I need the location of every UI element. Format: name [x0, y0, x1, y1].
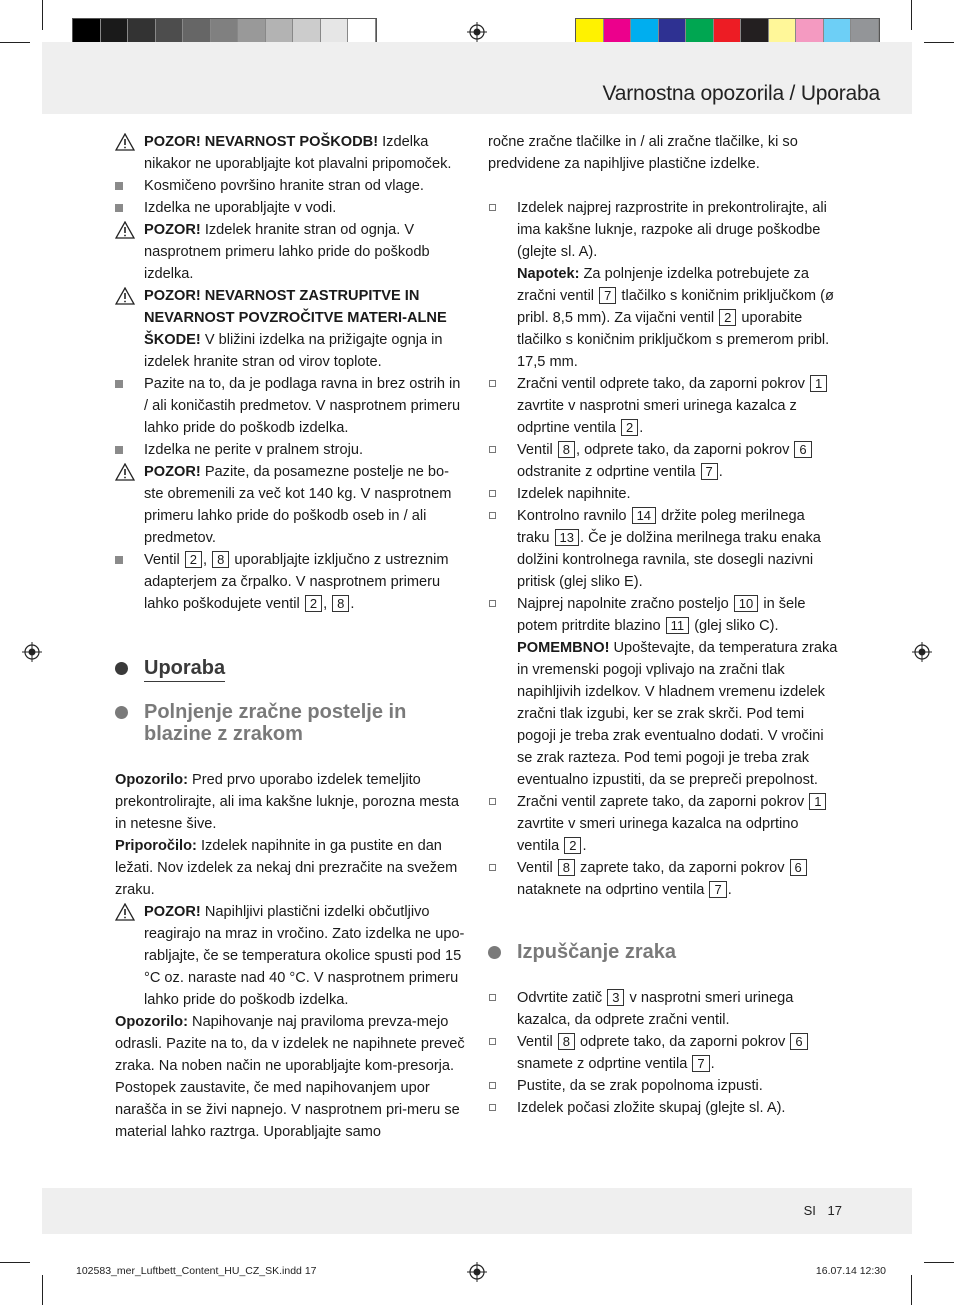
step-text: .: [639, 420, 644, 436]
step-text: uporabite tlačilko s koničnim priključkom s premerom pribl. 17,5 mm.: [517, 310, 830, 370]
step-text: zavrtite v smeri urinega kazalca na odprtino ventila: [517, 816, 799, 854]
step-checkbox-icon: [489, 446, 496, 453]
heading-text: Izpuščanje zraka: [517, 941, 676, 963]
registration-mark-icon: [22, 642, 42, 662]
warning-triangle-icon: [115, 287, 135, 305]
step-text: in šele potem pritrdite blazino: [517, 596, 806, 634]
step-checkbox-icon: [489, 864, 496, 871]
warning-triangle-icon: [115, 221, 135, 239]
crop-mark: [911, 0, 912, 30]
warning-item: [115, 461, 467, 549]
left-column: [115, 131, 467, 1143]
bullet-square-icon: [115, 446, 123, 454]
warning-label: POZOR!: [144, 464, 201, 480]
heading-text: Polnjenje zračne postelje in blazine z zrakom: [144, 701, 407, 745]
step-checkbox-icon: [489, 994, 496, 1001]
part-number-box: 8: [212, 551, 229, 568]
bullet-item: [115, 439, 467, 461]
step-text: nataknete na odprtino ventila: [517, 882, 709, 898]
step-checkbox-icon: [489, 1038, 496, 1045]
step-text: Pustite, da se zrak popolnoma izpusti.: [517, 1078, 763, 1094]
warning-text: Izdelka nikakor ne uporabljajte kot plavalni pripomoček.: [144, 134, 452, 172]
note-label: Napotek:: [517, 266, 580, 282]
part-number-box: 14: [632, 507, 656, 524]
step-text: Zračni ventil odprete tako, da zaporni pokrov: [517, 376, 810, 392]
crop-mark: [924, 1262, 954, 1263]
step-text: snamete z odprtine ventila: [517, 1056, 692, 1072]
warning-label: POZOR! NEVARNOST POŠKODB!: [144, 134, 379, 150]
step-item: [488, 483, 840, 505]
part-number-box: 2: [185, 551, 202, 568]
step-checkbox-icon: [489, 1104, 496, 1111]
paragraph-text: Izdelek napihnite in ga pustite en dan ležati. Nov izdelek za nekaj dni prezračite na svežem zraku.: [115, 838, 458, 898]
footer-band: [42, 1188, 912, 1234]
paragraph-text: Napihovanje naj praviloma prevza-mejo odrasli. Pazite na to, da v izdelek ne napihnete preveč zraka. Na noben način ne uporabljajte kom-presorja. Postopek zaustavite, če med napihovanjem upor narašča in se živi napnejo. V nasprotnem pri-meru se material lahko raztrga. Uporabljajte samo: [115, 1014, 465, 1140]
step-text: Zračni ventil zaprete tako, da zaporni pokrov: [517, 794, 809, 810]
step-text: . Če je dolžina merilnega traku enaka dolžini kontrolnega ravnila, ste dosegli nazivni pritisk (glej sliko E).: [517, 530, 821, 590]
step-text: Ventil: [517, 860, 557, 876]
bullet-text: Izdelka ne uporabljajte v vodi.: [144, 200, 337, 216]
bullet-square-icon: [115, 182, 123, 190]
bullet-text: ,: [323, 596, 332, 612]
part-number-box: 6: [790, 1033, 807, 1050]
step-item: [488, 791, 840, 857]
step-item: [488, 505, 840, 593]
step-item: [488, 987, 840, 1031]
registration-mark-icon: [467, 22, 487, 42]
step-item: [488, 1031, 840, 1075]
step-text: v nasprotni smeri urinega kazalca, da odprete zračni ventil.: [517, 990, 794, 1028]
part-number-box: 1: [810, 375, 827, 392]
warning-triangle-icon: [115, 133, 135, 151]
warning-item: [115, 901, 467, 1011]
step-text: Ventil: [517, 442, 557, 458]
bullet-square-icon: [115, 556, 123, 564]
bullet-text: ,: [203, 552, 212, 568]
paragraph: [115, 1011, 467, 1143]
step-checkbox-icon: [489, 1082, 496, 1089]
step-text: , odprete tako, da zaporni pokrov: [576, 442, 794, 458]
heading-bullet-icon: [115, 706, 128, 719]
step-text: Izdelek najprej razprostrite in prekontrolirajte, ali ima kakšne luknje, razpoke ali druge poškodbe (glejte sl. A).: [517, 200, 827, 260]
part-number-box: 2: [719, 309, 736, 326]
heading-text: Uporaba: [144, 657, 225, 682]
step-text: (glej sliko C).: [690, 618, 779, 634]
registration-mark-icon: [467, 1262, 487, 1282]
bullet-text: Ventil: [144, 552, 184, 568]
part-number-box: 7: [701, 463, 718, 480]
part-number-box: 8: [558, 859, 575, 876]
part-number-box: 3: [607, 989, 624, 1006]
step-checkbox-icon: [489, 512, 496, 519]
step-checkbox-icon: [489, 490, 496, 497]
warning-label: POZOR! NEVARNOST ZASTRUPITVE IN NEVARNOST POVZROČITVE MATERI-ALNE ŠKODE!: [144, 288, 447, 348]
step-item: [488, 373, 840, 439]
step-text: tlačilko s koničnim priključkom (ø pribl. 8,5 mm). Za vijačni ventil: [517, 288, 834, 326]
file-date: 16.07.14 12:30: [815, 1265, 886, 1277]
bullet-text: Pazite na to, da je podlaga ravna in brez ostrih in / ali koničastih predmetov. V nasprotnem primeru lahko pride do poškodb izdelka.: [144, 376, 461, 436]
bullet-text: Izdelka ne perite v pralnem stroju.: [144, 442, 364, 458]
step-text: Najprej napolnite zračno posteljo: [517, 596, 733, 612]
step-item: [488, 857, 840, 901]
part-number-box: 2: [305, 595, 322, 612]
paragraph-text: Pred prvo uporabo izdelek temeljito prekontrolirajte, ali ima kakšne luknje, porozna mesta in netesne šive.: [115, 772, 459, 832]
part-number-box: 7: [692, 1055, 709, 1072]
part-number-box: 7: [599, 287, 616, 304]
step-text: Kontrolno ravnilo: [517, 508, 631, 524]
step-checkbox-icon: [489, 380, 496, 387]
part-number-box: 6: [794, 441, 811, 458]
warning-text: Napihljivi plastični izdelki občutljivo reagirajo na mraz in vročino. Zato izdelka ne upo-rabljajte, če se temperatura okolice spusti pod 15 °C oz. naraste nad 40 °C. V nasprotnem primeru lahko pride do poškodb izdelka.: [144, 904, 465, 1008]
bullet-text: .: [350, 596, 355, 612]
step-text: Ventil: [517, 1034, 557, 1050]
crop-mark: [0, 42, 30, 43]
step-text: Upoštevajte, da temperatura zraka in vremenski pogoji vplivajo na zračni tlak napihljivih izdelkov. V hladnem vremenu izdelek zračni tlak izgubi, ker se zrak skrči. Pod temi pogoji je treba zrak eventualno dodati. V vročini se zrak razteza. Pod temi pogoji je treba zrak eventualno izpustiti, da se prepreči prepolnost.: [517, 640, 838, 788]
bullet-item: [115, 197, 467, 219]
warning-label: POZOR!: [144, 222, 201, 238]
bullet-square-icon: [115, 204, 123, 212]
warning-text: Izdelek hranite stran od ognja. V nasprotnem primeru lahko pride do poškodb izdelka.: [144, 222, 430, 282]
paragraph-label: Opozorilo:: [115, 772, 188, 788]
heading-bullet-icon: [488, 946, 501, 959]
step-text: odstranite z odprtine ventila: [517, 464, 700, 480]
step-item: [488, 439, 840, 483]
bullet-item: [115, 549, 467, 615]
right-column: [488, 131, 840, 1119]
step-checkbox-icon: [489, 600, 496, 607]
warning-item: [115, 285, 467, 373]
part-number-box: 8: [558, 1033, 575, 1050]
step-text: .: [727, 882, 732, 898]
file-slug: 102583_mer_Luftbett_Content_HU_CZ_SK.indd 17: [76, 1265, 317, 1277]
step-text: .: [710, 1056, 715, 1072]
part-number-box: 7: [709, 881, 726, 898]
paragraph: [115, 769, 467, 835]
heading-bullet-icon: [115, 662, 128, 675]
page-number: SI 17: [803, 1203, 842, 1218]
part-number-box: 13: [555, 529, 579, 546]
paragraph-label: Opozorilo:: [115, 1014, 188, 1030]
crop-mark: [924, 42, 954, 43]
important-label: POMEMBNO!: [517, 640, 610, 656]
step-text: držite poleg merilnega traku: [517, 508, 805, 546]
crop-mark: [42, 0, 43, 30]
step-item: [488, 593, 840, 791]
step-text: zaprete tako, da zaporni pokrov: [576, 860, 789, 876]
step-text: .: [718, 464, 723, 480]
crop-mark: [42, 1275, 43, 1305]
bullet-square-icon: [115, 380, 123, 388]
paragraph: ročne zračne tlačilke in / ali zračne tlačilke, ki so predvidene za napihljive plastične izdelke.: [488, 134, 798, 172]
part-number-box: 2: [564, 837, 581, 854]
registration-mark-icon: [912, 642, 932, 662]
step-item: [488, 1075, 840, 1097]
step-item: [488, 1097, 840, 1119]
part-number-box: 6: [790, 859, 807, 876]
warning-triangle-icon: [115, 463, 135, 481]
paragraph: [115, 835, 467, 901]
paragraph-label: Priporočilo:: [115, 838, 197, 854]
warning-item: [115, 131, 467, 175]
part-number-box: 2: [621, 419, 638, 436]
part-number-box: 8: [332, 595, 349, 612]
section-heading-usage: [115, 657, 467, 679]
step-text: odprete tako, da zaporni pokrov: [576, 1034, 790, 1050]
part-number-box: 11: [666, 617, 690, 634]
section-heading-inflating: [115, 701, 415, 745]
warning-item: [115, 219, 467, 285]
step-text: .: [582, 838, 587, 854]
part-number-box: 1: [809, 793, 826, 810]
warning-text: Pazite, da posamezne postelje ne bo-ste obremenili za več kot 140 kg. V nasprotnem primeru lahko pride do poškodb oseb in / ali predmetov.: [144, 464, 452, 546]
page-title: Varnostna opozorila / Uporaba: [602, 82, 880, 105]
step-checkbox-icon: [489, 204, 496, 211]
step-text: Izdelek počasi zložite skupaj (glejte sl. A).: [517, 1100, 786, 1116]
part-number-box: 10: [734, 595, 758, 612]
warning-triangle-icon: [115, 903, 135, 921]
bullet-item: [115, 175, 467, 197]
step-item: [488, 197, 840, 373]
warning-text: V bližini izdelka na prižigajte ognja in izdelek hranite stran od virov toplote.: [144, 332, 443, 370]
bullet-text: Kosmičeno površino hranite stran od vlage.: [144, 178, 424, 194]
warning-label: POZOR!: [144, 904, 201, 920]
step-checkbox-icon: [489, 798, 496, 805]
bullet-item: [115, 373, 467, 439]
section-heading-deflating: [488, 941, 840, 963]
part-number-box: 8: [558, 441, 575, 458]
crop-mark: [911, 1275, 912, 1305]
crop-mark: [0, 1262, 30, 1263]
step-text: Odvrtite zatič: [517, 990, 607, 1006]
bullet-text: uporabljajte izključno z ustreznim adapterjem za črpalko. V nasprotnem primeru lahko poškodujete ventil: [144, 552, 449, 612]
step-text: zavrtite v nasprotni smeri urinega kazalca z odprtine ventila: [517, 398, 797, 436]
step-text: Za polnjenje izdelka potrebujete za zračni ventil: [517, 266, 810, 304]
step-text: Izdelek napihnite.: [517, 486, 631, 502]
